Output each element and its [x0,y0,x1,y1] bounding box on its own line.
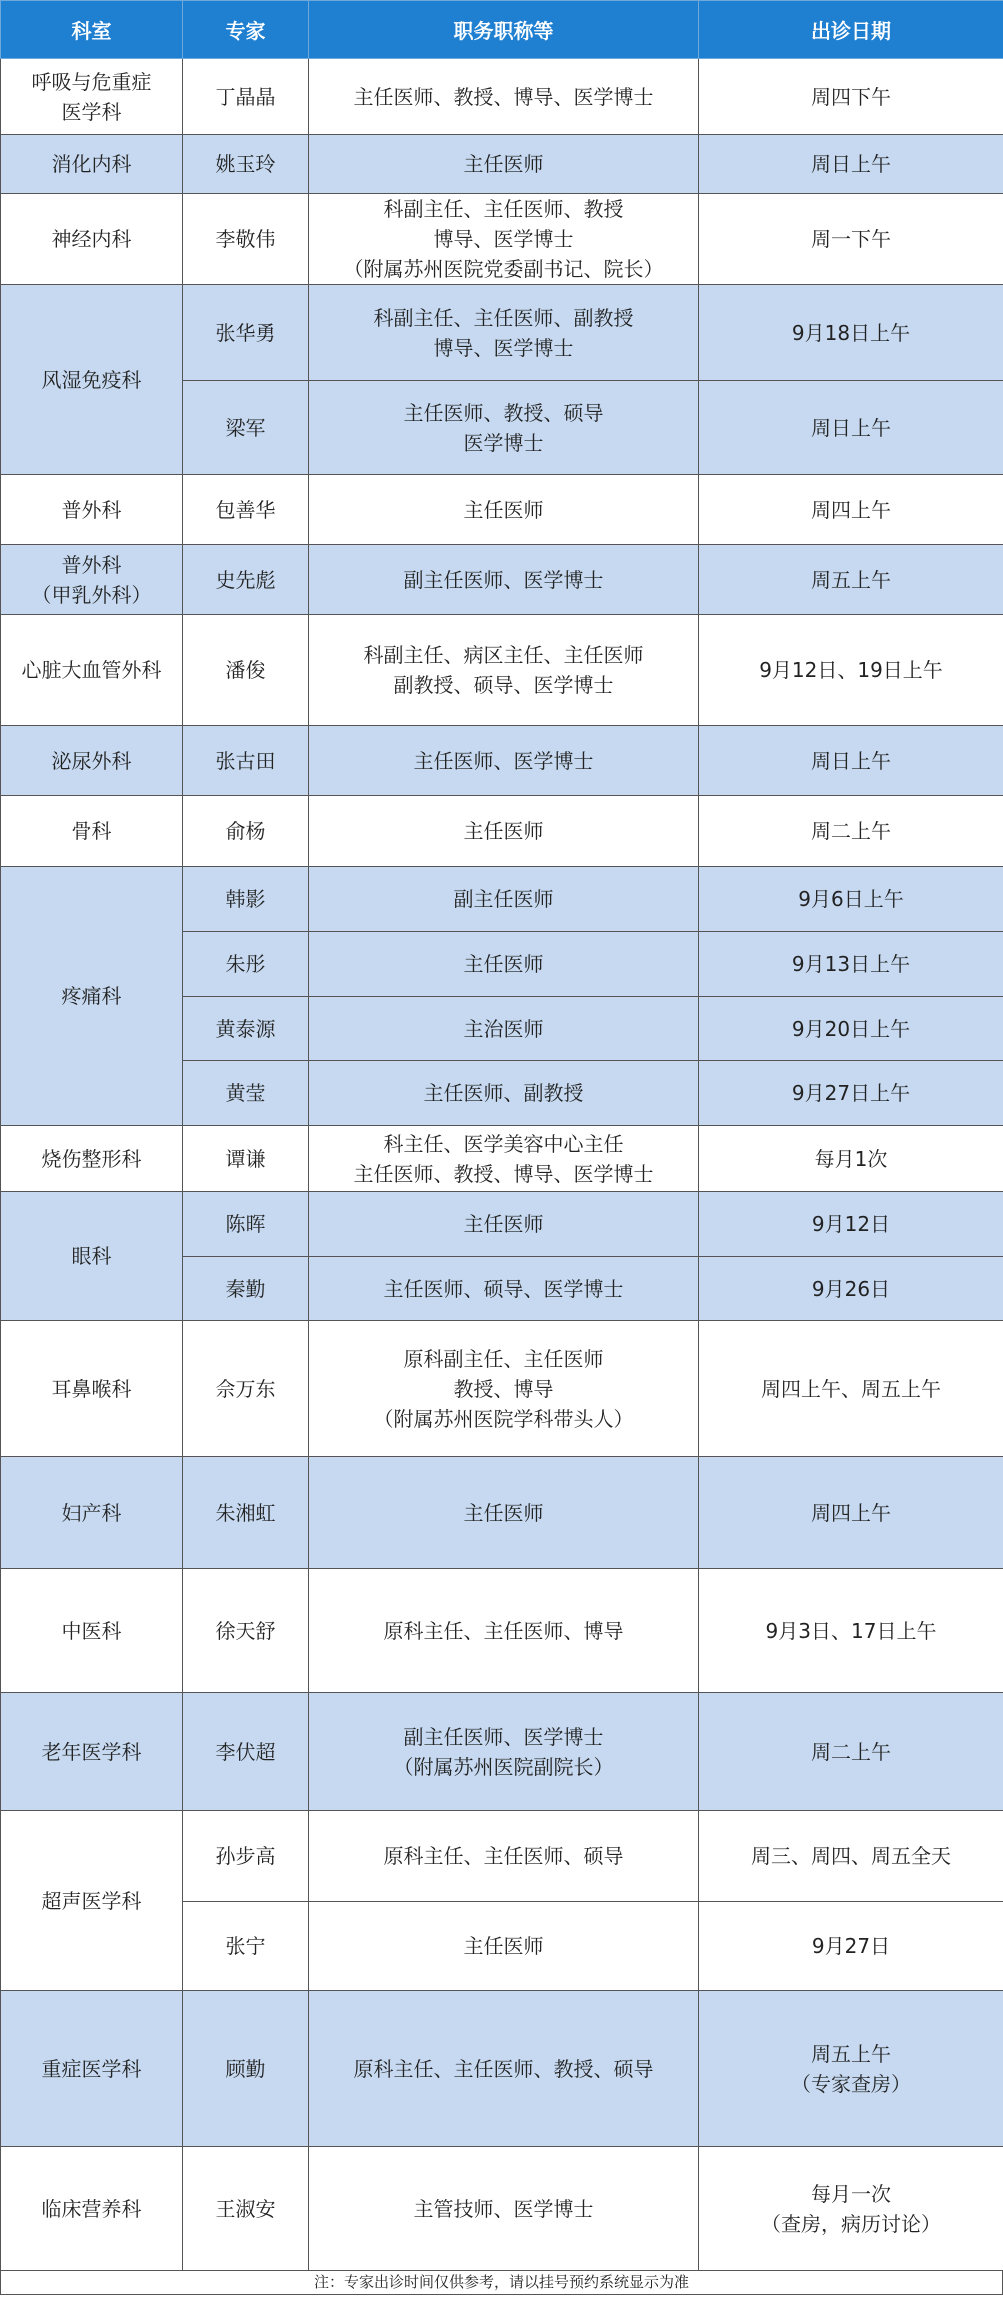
title-cell: 科副主任、主任医师、副教授 博导、医学博士 [309,285,699,381]
table-row [1,59,1003,135]
date-cell: 周四上午 [699,1457,1003,1569]
title-cell: 主任医师、医学博士 [309,726,699,796]
title-cell: 主任医师、教授、硕导 医学博士 [309,381,699,475]
expert-cell: 李伏超 [183,1693,309,1811]
expert-cell: 黄泰源 [183,997,309,1061]
title-cell: 主任医师 [309,135,699,194]
date-cell: 周四上午、周五上午 [699,1321,1003,1457]
date-cell: 9月27日 [699,1902,1003,1991]
expert-cell: 朱彤 [183,932,309,997]
table-row [1,796,1003,867]
expert-cell: 丁晶晶 [183,59,309,135]
title-cell: 原科主任、主任医师、硕导 [309,1811,699,1902]
title-cell: 科副主任、病区主任、主任医师 副教授、硕导、医学博士 [309,615,699,726]
table-row [1,726,1003,796]
expert-cell: 姚玉玲 [183,135,309,194]
title-cell: 主治医师 [309,997,699,1061]
expert-cell: 史先彪 [183,545,309,615]
date-cell: 9月27日上午 [699,1061,1003,1126]
date-cell: 9月18日上午 [699,285,1003,381]
dept-cell: 超声医学科 [1,1811,183,1991]
date-cell: 周一下午 [699,194,1003,285]
date-cell: 周五上午 （专家查房） [699,1991,1003,2147]
title-cell: 主任医师、教授、博导、医学博士 [309,59,699,135]
dept-cell: 临床营养科 [1,2147,183,2271]
title-cell: 主任医师 [309,1457,699,1569]
dept-cell: 老年医学科 [1,1693,183,1811]
title-cell: 副主任医师、医学博士 （附属苏州医院副院长） [309,1693,699,1811]
expert-cell: 顾勤 [183,1991,309,2147]
expert-cell: 朱湘虹 [183,1457,309,1569]
dept-cell: 耳鼻喉科 [1,1321,183,1457]
dept-cell: 烧伤整形科 [1,1126,183,1192]
dept-cell: 普外科 （甲乳外科） [1,545,183,615]
table-row [1,2147,1003,2271]
expert-cell: 佘万东 [183,1321,309,1457]
dept-cell: 中医科 [1,1569,183,1693]
date-cell: 周二上午 [699,1693,1003,1811]
dept-cell: 眼科 [1,1192,183,1321]
date-cell: 9月20日上午 [699,997,1003,1061]
title-cell: 主管技师、医学博士 [309,2147,699,2271]
dept-cell: 普外科 [1,475,183,545]
header-row [1,1,1003,59]
footer-note: 注：专家出诊时间仅供参考，请以挂号预约系统显示为准 [0,2271,1003,2295]
table-row [1,475,1003,545]
expert-cell: 谭谦 [183,1126,309,1192]
date-cell: 每月一次 （查房，病历讨论） [699,2147,1003,2271]
expert-cell: 王淑安 [183,2147,309,2271]
table-row [1,1693,1003,1811]
table-row [1,285,1003,381]
dept-cell: 泌尿外科 [1,726,183,796]
dept-cell: 消化内科 [1,135,183,194]
table-row [1,135,1003,194]
date-cell: 周四上午 [699,475,1003,545]
title-cell: 主任医师、硕导、医学博士 [309,1257,699,1321]
header-date: 出诊日期 [699,1,1003,59]
date-cell: 周二上午 [699,796,1003,867]
table-row [1,615,1003,726]
title-cell: 主任医师 [309,796,699,867]
expert-cell: 孙步高 [183,1811,309,1902]
title-cell: 科主任、医学美容中心主任 主任医师、教授、博导、医学博士 [309,1126,699,1192]
expert-cell: 张宁 [183,1902,309,1991]
date-cell: 9月3日、17日上午 [699,1569,1003,1693]
header-expert: 专家 [183,1,309,59]
dept-cell: 重症医学科 [1,1991,183,2147]
dept-cell: 呼吸与危重症 医学科 [1,59,183,135]
date-cell: 周三、周四、周五全天 [699,1811,1003,1902]
expert-cell: 黄莹 [183,1061,309,1126]
expert-cell: 俞杨 [183,796,309,867]
title-cell: 主任医师 [309,932,699,997]
title-cell: 主任医师 [309,1902,699,1991]
date-cell: 9月26日 [699,1257,1003,1321]
title-cell: 科副主任、主任医师、教授 博导、医学博士 （附属苏州医院党委副书记、院长） [309,194,699,285]
date-cell: 周五上午 [699,545,1003,615]
header-title: 职务职称等 [309,1,699,59]
date-cell: 9月12日、19日上午 [699,615,1003,726]
title-cell: 原科副主任、主任医师 教授、博导 （附属苏州医院学科带头人） [309,1321,699,1457]
table-row [1,867,1003,932]
table-row [1,545,1003,615]
table-row [1,1991,1003,2147]
date-cell: 每月1次 [699,1126,1003,1192]
expert-cell: 包善华 [183,475,309,545]
table-row [1,1192,1003,1257]
date-cell: 周日上午 [699,726,1003,796]
dept-cell: 心脏大血管外科 [1,615,183,726]
expert-cell: 李敬伟 [183,194,309,285]
table-row [1,1569,1003,1693]
title-cell: 主任医师、副教授 [309,1061,699,1126]
dept-cell: 风湿免疫科 [1,285,183,475]
dept-cell: 神经内科 [1,194,183,285]
expert-cell: 潘俊 [183,615,309,726]
date-cell: 周四下午 [699,59,1003,135]
title-cell: 副主任医师、医学博士 [309,545,699,615]
date-cell: 周日上午 [699,381,1003,475]
dept-cell: 疼痛科 [1,867,183,1126]
expert-cell: 陈晖 [183,1192,309,1257]
date-cell: 9月13日上午 [699,932,1003,997]
title-cell: 主任医师 [309,475,699,545]
table-row [1,1126,1003,1192]
expert-cell: 梁军 [183,381,309,475]
header-dept: 科室 [1,1,183,59]
title-cell: 主任医师 [309,1192,699,1257]
table-row [1,1321,1003,1457]
title-cell: 副主任医师 [309,867,699,932]
expert-cell: 张华勇 [183,285,309,381]
expert-cell: 韩影 [183,867,309,932]
title-cell: 原科主任、主任医师、博导 [309,1569,699,1693]
dept-cell: 骨科 [1,796,183,867]
expert-cell: 徐天舒 [183,1569,309,1693]
expert-cell: 秦勤 [183,1257,309,1321]
expert-cell: 张古田 [183,726,309,796]
title-cell: 原科主任、主任医师、教授、硕导 [309,1991,699,2147]
date-cell: 9月6日上午 [699,867,1003,932]
table-row [1,194,1003,285]
date-cell: 周日上午 [699,135,1003,194]
table-row [1,1457,1003,1569]
dept-cell: 妇产科 [1,1457,183,1569]
table-row [1,1811,1003,1902]
date-cell: 9月12日 [699,1192,1003,1257]
